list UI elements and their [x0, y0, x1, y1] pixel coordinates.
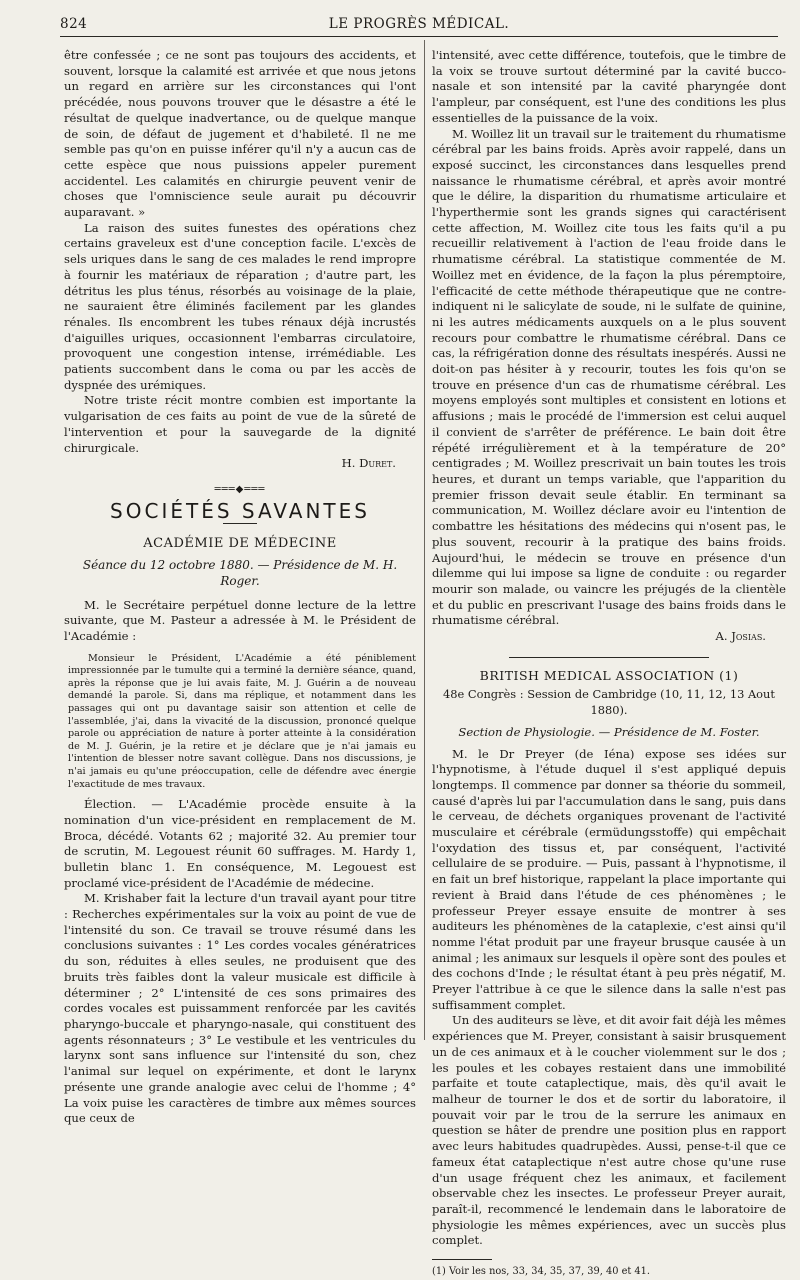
footnote-rule: [432, 1259, 492, 1260]
section-title: SOCIÉTÉS SAVANTES: [110, 498, 370, 523]
column-divider: [424, 40, 425, 1040]
subsection-title: ACADÉMIE DE MÉDECINE: [143, 536, 337, 552]
journal-title: LE PROGRÈS MÉDICAL.: [328, 16, 510, 32]
right-column: [432, 48, 786, 1280]
title-rule: [223, 523, 257, 524]
body-paragraph: Notre triste récit montre combien est importante la vulgarisation de ces faits au point de vue de la sûreté de l'intervention et pour la sauvegarde de la dignité chirurgicale.: [64, 393, 416, 455]
session-line: Séance du 12 octobre 1880. — Présidence de M. H. Roger.: [82, 558, 398, 588]
subsection-title: BRITISH MEDICAL ASSOCIATION (1): [479, 667, 739, 683]
body-paragraph: La raison des suites funestes des opérations chez certains graveleux est d'une conception facile. L'excès de sels uriques dans le sang de ces malades le rend impropre à fournir les matériaux de réparation ; d'autre part, les détritus les plus ténus, résorbés au voisinage de la plaie, ne sauraient être éliminés facilement par les glandes rénales. Ils encombrent les tubes rénaux déjà incrustés d'aiguilles uriques, occasionnent l'embarras circulatoire, provoquent une congestion intense, irrémédiable. Les patients succombent dans le coma ou par les accès de dyspnée des urémiques.: [64, 220, 416, 392]
section-line: Section de Physiologie. — Présidence de M. Foster.: [458, 724, 760, 739]
section-rule: [509, 657, 709, 658]
page-number: 824: [60, 16, 88, 32]
author-signature: A. Josias.: [715, 629, 766, 644]
body-paragraph: M. Krishaber fait la lecture d'un travail ayant pour titre : Recherches expérimentales sur la voix au point de vue de l'intensité du son. Ce travail se trouve résumé dans les conclusions suivantes : 1° Les cordes vocales génératrices du son, réduites à elles seules, ne produisent que des bruits très faibles dont la valeur musicale est difficile à déterminer ; 2° L'intensité de ces sons primaires des cordes vocales est puissamment renforcée par les cavités pharyngo-buccale et pharyngo-nasale, qui constituent des agents résonnateurs ; 3° Le vestibule et les ventricules du larynx sont sans influence sur l'intensité du son, chez l'animal sur lequel on expérimente, et dont le larynx présente une grande analogie avec celui de l'homme ; 4° La voix puise les caractères de timbre aux mêmes sources que ceux de: [64, 891, 416, 1126]
body-paragraph: être confessée ; ce ne sont pas toujours des accidents, et souvent, lorsque la calamité est arrivée et que nous jetons un regard en arrière sur les circonstances qui l'ont précédée, nous pouvons trouver que le désastre a été le résultat de quelque inadvertance, ou de quelque manque de soin, de défaut de jugement et d'habileté. Il ne me semble pas qu'on en puisse inférer qu'il n'y a aucun cas de cette espèce que nous puissions appeler purement accidentel. Les calamités en chirurgie peuvent venir de choses que l'omniscience seule aurait pu découvrir auparavant. »: [64, 48, 416, 220]
body-paragraph: Élection. — L'Académie procède ensuite à la nomination d'un vice-président en remplacement de M. Broca, décédé. Votants 62 ; majorité 32. Au premier tour de scrutin, M. Legouest réunit 60 suffrages. M. Hardy 1, bulletin blanc 1. En conséquence, M. Legouest est proclamé vice-président de l'Académie de médecine.: [64, 797, 416, 890]
footnote: (1) Voir les nos, 33, 34, 35, 37, 39, 40 et 41.: [432, 1266, 651, 1278]
left-column: [64, 48, 416, 1127]
quoted-letter: Monsieur le Président, L'Académie a été péniblement impressionnée par le tumulte qui a terminé la dernière séance, quand, après la réponse que je lui avais faite, M. J. Guérin a de nouveau demandé la parole. Si, dans ma réplique, et notamment dans les passages qui ont pu davantage saisir son attention et celle de l'assemblée, j'ai, dans la vivacité de la discussion, prononcé quelque parole ou appréciation de nature à porter atteinte à la considération de M. J. Guérin, je la retire et je déclare que je n'ai jamais eu l'intention de blesser notre savant collègue. Dans nos discussions, je n'ai jamais eu qu'une préoccupation, celle de défendre avec énergie l'exactitude de mes travaux.: [68, 652, 416, 790]
session-line: 48e Congrès : Session de Cambridge (10, 11, 12, 13 Aout 1880).: [443, 687, 775, 718]
body-paragraph: M. le Secrétaire perpétuel donne lecture de la lettre suivante, que M. Pasteur a adressée à M. le Président de l'Académie :: [64, 597, 416, 643]
section-ornament: ═══◆═══: [214, 483, 266, 495]
page-header: [60, 10, 778, 37]
body-paragraph: M. le Dr Preyer (de Iéna) expose ses idées sur l'hypnotisme, à l'étude duquel il s'est appliqué depuis longtemps. Il commence par donner sa théorie du sommeil, causé d'après lui par l'accumulation dans le sang, puis dans le cerveau, de déchets organiques provenant de l'activité musculaire et cérébrale (ermüdungsstoffe) qui empêchait l'oxydation des tissus et, par conséquent, l'activité cellulaire de se produire. — Puis, passant à l'hypnotisme, il en fait un bref historique, rappelant la place importante qui revient à Braid dans l'étude de ces phénomènes ; le professeur Preyer essaye ensuite de montrer à ses auditeurs les phénomènes de la cataplexie, c'est ainsi qu'il nomme l'état produit par une frayeur brusque causée à un animal ; les animaux sur lesquels il opère sont des poules et des cochons d'Inde ; le résultat étant à peu près négatif, M. Preyer l'attribue à ce que le silence dans la salle n'est pas suffisamment complet.: [432, 746, 786, 1012]
author-signature: H. Duret.: [341, 456, 396, 471]
body-paragraph: Un des auditeurs se lève, et dit avoir fait déjà les mêmes expériences que M. Preyer, consistant à saisir brusquement un de ces animaux et à le coucher violemment sur le dos ; les poules et les cobayes restaient dans une immobilité parfaite et toute cataplectique, mais, dès qu'il avait le malheur de tourner le dos et de sortir du laboratoire, il pouvait voir par le trou de la serrure les animaux en question se hâter de prendre une position plus en rapport avec leurs habitudes quadrupèdes. Aussi, pense-t-il que ce fameux état cataplectique n'est autre chose qu'une ruse d'un usage fréquent chez les animaux, et facilement observable chez les insectes. Le professeur Preyer aurait, paraît-il, recommencé le lendemain dans le laboratoire de physiologie les mêmes expériences, avec un succès plus complet.: [432, 1013, 787, 1248]
body-paragraph: l'intensité, avec cette différence, toutefois, que le timbre de la voix se trouve surtout déterminé par la cavité bucco-nasale et son intensité par la cavité pharyngée dont l'ampleur, par conséquent, est l'une des conditions les plus essentielles de la puissance de la voix.: [432, 48, 786, 125]
body-paragraph: M. Woillez lit un travail sur le traitement du rhumatisme cérébral par les bains froids. Après avoir rappelé, dans un exposé succinct, les circonstances dans lesquelles prend naissance le rhumatisme cérébral, et après avoir montré que le délire, la disparition du rhumatisme articulaire et l'hyperthermie sont les grands signes qui caractérisent cette affection, M. Woillez cite tous les faits qu'il a pu recueillir relativement à l'action de l'eau froide dans le rhumatisme cérébral. La statistique commentée de M. Woillez met en évidence, de la façon la plus péremptoire, l'efficacité de cette méthode thérapeutique que ne contre-indiquent ni le salicylate de soude, ni le sulfate de quinine, ni les autres médicaments auxquels on a le plus souvent recours pour combattre le rhumatisme cérébral. Dans ce cas, la réfrigération donne des résultats inespérés. Aussi ne doit-on pas hésiter à y recourir, toutes les fois qu'on se trouve en présence d'un cas de rhumatisme cérébral. Les moyens employés sont multiples et consistent en lotions et affusions ; mais le procédé de l'immersion est celui auquel il convient de s'arrêter de préférence. Le bain doit être répété irrégulièrement et à la température de 20° centigrades ; M. Woillez prescrivait un bain toutes les trois heures, et durant un temps variable, que l'apparition du premier frisson devait seule établir. En terminant sa communication, M. Woillez déclare avoir eu l'intention de combattre les hésitations des médecins qui n'osent pas, le plus souvent, recourir à la pratique des bains froids. Aujourd'hui, le médecin se trouve en présence d'un dilemme qui lui impose sa ligne de conduite : ou regarder mourir son malade, ou vaincre les préjugés de la clientèle et du public en prescrivant l'usage des bains froids dans le rhumatisme cérébral.: [432, 126, 786, 628]
